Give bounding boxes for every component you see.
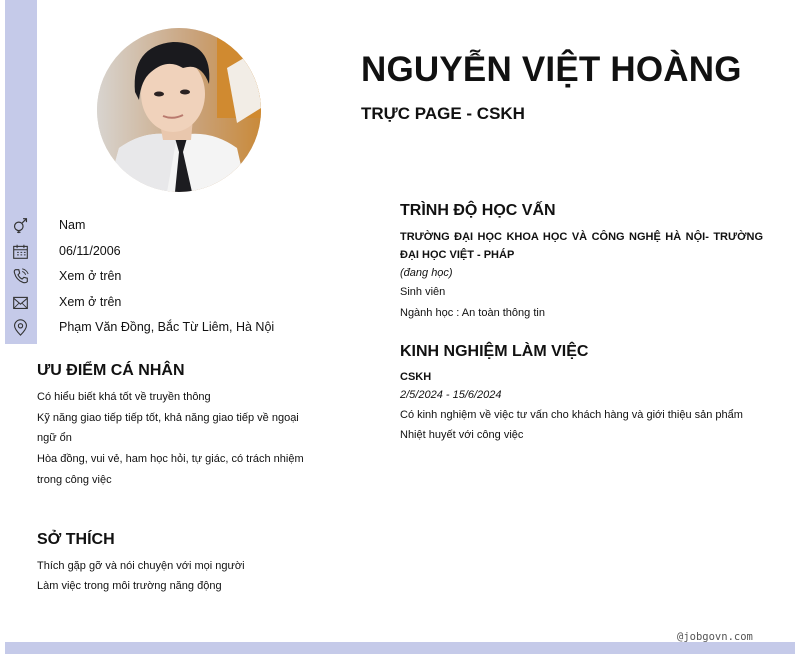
education-title: TRÌNH ĐỘ HỌC VẤN <box>400 202 556 219</box>
strengths-title: ƯU ĐIỂM CÁ NHÂN <box>37 362 185 379</box>
education-major: Ngành học : An toàn thông tin <box>400 307 545 319</box>
candidate-name: NGUYỄN VIỆT HOÀNG <box>361 50 742 89</box>
info-row-email <box>5 293 335 313</box>
info-row-phone <box>5 267 335 287</box>
email-value: Xem ở trên <box>59 295 122 309</box>
school-name: TRƯỜNG ĐẠI HỌC KHOA HỌC VÀ CÔNG NGHỆ HÀ NỘI- TRƯỜNG ĐẠI HỌC VIỆT - PHÁP <box>400 231 763 261</box>
strength-line: Kỹ năng giao tiếp tiếp tốt, khả năng giao tiếp về ngoại <box>37 412 299 424</box>
avatar <box>97 28 261 192</box>
strength-line: ngữ ổn <box>37 432 72 444</box>
experience-title: KINH NGHIỆM LÀM VIỆC <box>400 343 589 360</box>
job-title: TRỰC PAGE - CSKH <box>361 104 525 123</box>
info-row-address <box>5 318 335 338</box>
gender-value: Nam <box>59 218 86 232</box>
experience-line: Có kinh nghiệm về việc tư vấn cho khách hàng và giới thiệu sản phẩm <box>400 409 743 421</box>
address-value: Phạm Văn Đồng, Bắc Từ Liêm, Hà Nội <box>59 320 275 334</box>
strength-line: Có hiểu biết khá tốt về truyền thông <box>37 391 211 403</box>
experience-position: CSKH <box>400 371 432 383</box>
experience-line: Nhiệt huyết với công việc <box>400 429 524 441</box>
location-icon <box>12 319 29 336</box>
birthdate-value: 06/11/2006 <box>59 244 121 258</box>
hobbies-title: SỞ THÍCH <box>37 531 115 548</box>
email-icon <box>12 294 29 311</box>
portrait-photo <box>97 28 261 192</box>
bottom-accent-strip <box>5 642 795 654</box>
hobby-line: Thích gặp gỡ và nói chuyện với mọi người <box>37 560 245 572</box>
watermark: @jobgovn.com <box>677 631 753 643</box>
phone-value: Xem ở trên <box>59 269 122 283</box>
education-status: (đang học) <box>400 267 453 279</box>
gender-icon <box>12 217 29 234</box>
info-row-birthdate <box>5 242 335 262</box>
info-row-gender <box>5 216 335 236</box>
education-degree: Sinh viên <box>400 286 446 298</box>
strength-line: trong công việc <box>37 474 112 486</box>
hobby-line: Làm việc trong môi trường năng động <box>37 580 222 592</box>
calendar-icon <box>12 243 29 260</box>
phone-icon <box>12 268 29 285</box>
strength-line: Hòa đồng, vui vẻ, ham học hỏi, tự giác, có trách nhiệm <box>37 453 304 465</box>
experience-period: 2/5/2024 - 15/6/2024 <box>400 389 502 401</box>
